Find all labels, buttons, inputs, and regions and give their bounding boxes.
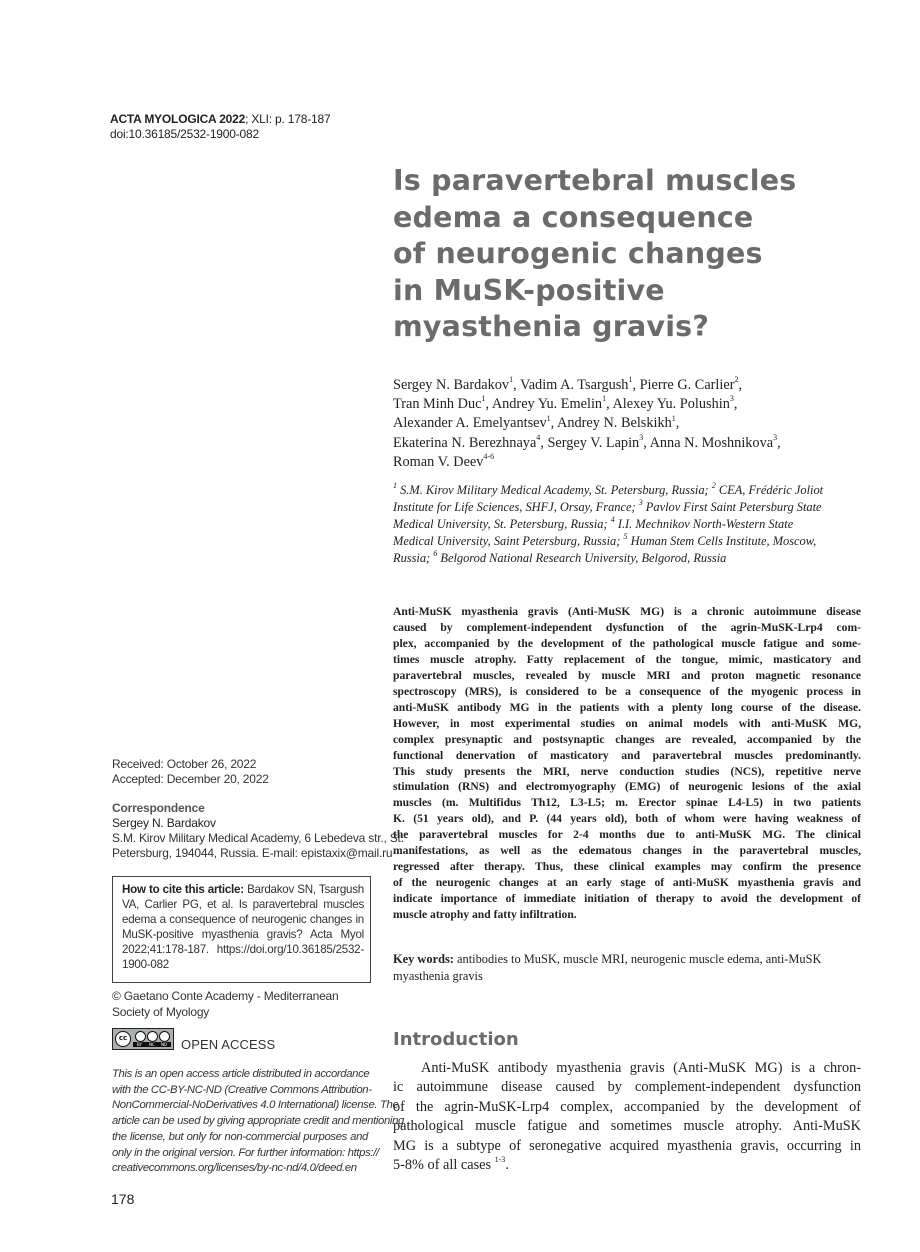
author-line <box>393 395 863 414</box>
title-line: in MuSK-positive <box>393 273 665 307</box>
abstract-line: regressed after therapy. Thus, these clinical examples may confirm the presence <box>393 860 861 874</box>
citation-doi-line[interactable]: 2022;41:178-187. https://doi.org/10.36185/2532- <box>122 943 364 957</box>
author-name: Ekaterina N. Berezhnaya <box>393 434 537 451</box>
correspondence-address <box>112 831 404 861</box>
author-name: Tran Minh Duc <box>393 396 482 413</box>
body-line: pathological muscle fatigue and sometimes muscle atrophy. Anti-MuSK <box>393 1118 861 1135</box>
creative-commons-icon: cc <box>115 1031 131 1047</box>
noncommercial-icon <box>147 1031 158 1042</box>
abstract-line: spectroscopy (MRS), is considered to be a consequence of the myogenic process in <box>393 684 861 698</box>
abstract-line: manifestations, as well as the edematous changes in the paravertebral muscles, <box>393 844 861 858</box>
author-affiliation-ref: 3 <box>729 394 734 404</box>
article-title <box>393 163 833 346</box>
journal-name: ACTA MYOLOGICA 2022 <box>110 112 246 126</box>
affiliation-line <box>393 533 863 550</box>
author-line <box>393 453 863 472</box>
body-line <box>393 1156 861 1175</box>
abstract-line: stimulation (RNS) and electromyography (EMG) of neurogenic lesions of the axial <box>393 780 861 794</box>
abstract-line: muscle atrophy and fatty infiltration. <box>393 908 577 922</box>
affiliation-text: CEA, Frédéric Joliot <box>715 483 824 497</box>
author-separator: , <box>733 396 738 413</box>
title-line: myasthenia gravis? <box>393 310 710 343</box>
introduction-paragraph <box>393 1059 861 1175</box>
title-line: edema a consequence <box>393 200 754 234</box>
license-terms-bar <box>133 1042 171 1047</box>
affiliation-text: S.M. Kirov Military Medical Academy, St. Petersburg, Russia; <box>397 483 712 497</box>
abstract-line: paravertebral muscles, revealed by muscle MRI and proton magnetic resonance <box>393 668 861 682</box>
journal-citation-line <box>110 112 330 127</box>
body-line: Anti-MuSK antibody myasthenia gravis (Anti-MuSK MG) is a chron- <box>421 1060 861 1076</box>
affiliations <box>393 482 863 567</box>
citation-text: Bardakov SN, Tsargush <box>243 883 364 896</box>
abstract-line: This study presents the MRI, nerve conduction studies (NCS), repetitive nerve <box>393 764 861 778</box>
license-line: the license, but only for non-commercial purposes and <box>112 1130 368 1143</box>
abstract-line: times muscle atrophy. Fatty replacement of the tongue, mimic, masticatory and <box>393 652 861 666</box>
abstract-line: the paravertebral muscles for 2-4 months due to anti-MuSK MG. The clinical <box>393 828 861 842</box>
author-separator: , <box>606 396 613 413</box>
citation-box <box>112 876 371 983</box>
address-line[interactable]: Petersburg, 194044, Russia. E-mail: epistaxix@mail.ru <box>112 846 393 860</box>
keywords-label: Key words: <box>393 952 454 966</box>
author-separator: , <box>485 396 492 413</box>
abstract-line: anti-MuSK antibody MG in the patients with a plenty long course of the disease. <box>393 700 861 714</box>
correspondence-name: Sergey N. Bardakov <box>112 816 216 830</box>
author-separator: , <box>777 434 781 451</box>
body-text: 5-8% of all cases <box>393 1157 495 1174</box>
affiliation-text: Medical University, St. Petersburg, Russia; <box>393 517 611 531</box>
author-affiliation-ref: 2 <box>734 375 739 385</box>
reference-citation[interactable]: 1-3 <box>494 1155 506 1165</box>
title-line: of neurogenic changes <box>393 237 763 270</box>
citation-line[interactable]: 1900-082 <box>122 958 169 972</box>
title-line: Is paravertebral muscles <box>393 164 797 197</box>
abstract-line: K. (51 years old), and P. (44 years old), both of whom were having weakness of <box>393 812 861 826</box>
journal-issue: ; XLI: p. 178-187 <box>245 112 331 126</box>
author-affiliation-ref: 1 <box>602 394 607 404</box>
author-separator: , <box>738 377 743 393</box>
author-separator: , <box>550 415 558 432</box>
noderivatives-icon <box>159 1031 170 1042</box>
affiliation-number: 3 <box>638 497 643 507</box>
correspondence <box>112 801 404 861</box>
badge-nd: ND <box>161 1042 168 1047</box>
author-name: Andrey Yu. Emelin <box>491 396 603 413</box>
body-text: . <box>505 1157 509 1174</box>
citation-line: VA, Carlier PG, et al. Is paravertebral muscles <box>122 898 364 912</box>
affiliation-text: Russia; <box>393 551 434 565</box>
abstract-line: plex, accompanied by the development of the pathological muscle fatigue and some- <box>393 636 861 650</box>
author-name: Alexander A. Emelyantsev <box>393 415 547 432</box>
body-line: ic autoimmune disease caused by complement-independent dysfunction <box>393 1079 861 1096</box>
author-name: Andrey N. Belskikh <box>557 415 672 432</box>
body-line: of the agrin-MuSK-Lrp4 complex, accompanied by the development of <box>393 1098 861 1115</box>
author-name: Sergey N. Bardakov <box>393 377 510 393</box>
address-line: S.M. Kirov Military Medical Academy, 6 Lebedeva str., St. <box>112 831 404 845</box>
affiliation-text: Medical University, Saint Petersburg, Russia; <box>393 534 624 548</box>
affiliation-number: 5 <box>623 531 628 541</box>
author-affiliation-ref: 1 <box>546 413 551 423</box>
correspondence-label: Correspondence <box>112 801 205 815</box>
author-name: Roman V. Deev <box>393 453 484 470</box>
license-line: only in the original version. For further information: https:// <box>112 1146 379 1159</box>
author-affiliation-ref: 1 <box>628 375 633 385</box>
badge-nc: NC <box>149 1042 155 1047</box>
journal-doi: doi:10.36185/2532-1900-082 <box>110 127 259 141</box>
author-affiliation-ref: 1 <box>671 413 676 423</box>
abstract-line: of the neurogenic changes at an early stage of anti-MuSK myasthenia gravis and <box>393 876 861 890</box>
affiliation-line <box>393 482 863 499</box>
section-heading-introduction: Introduction <box>393 1029 519 1050</box>
author-line <box>393 414 863 433</box>
license-url[interactable]: creativecommons.org/licenses/by-nc-nd/4.0/deed.en <box>112 1162 357 1175</box>
author-name: Pierre G. Carlier <box>639 377 735 393</box>
license-line: with the CC-BY-NC-ND (Creative Commons Attribution- <box>112 1083 372 1096</box>
citation-line <box>122 882 364 897</box>
keywords <box>393 951 861 985</box>
author-affiliation-ref: 3 <box>639 432 644 442</box>
author-separator: , <box>675 415 680 432</box>
license-text <box>112 1067 404 1177</box>
abstract-line: functional denervation of masticatory and paravertebral muscles predominantly. <box>393 748 861 762</box>
affiliation-text: Institute for Life Sciences, SHFJ, Orsay, France; <box>393 500 639 514</box>
badge-by: BY <box>137 1042 142 1047</box>
author-separator: , <box>643 434 650 451</box>
author-name: Alexey Yu. Polushin <box>612 396 730 413</box>
citation-label: How to cite this article: <box>122 883 244 896</box>
attribution-icon <box>135 1031 146 1042</box>
abstract-line: However, in most experimental studies on animal models with anti-MuSK MG, <box>393 716 861 730</box>
affiliation-line <box>393 550 863 567</box>
journal-header <box>110 112 330 142</box>
affiliation-text: Pavlov First Saint Petersburg State <box>642 500 822 514</box>
citation-line: edema a consequence of neurogenic changes in <box>122 913 364 927</box>
abstract-line: muscles (m. Multifidus Th12, L3-L5; m. Erector spinae L4-L5) in two patients <box>393 796 861 810</box>
received-date: Received: October 26, 2022 <box>112 757 257 771</box>
abstract-line: caused by complement-independent dysfunction of the agrin-MuSK-Lrp4 com- <box>393 620 861 634</box>
abstract-line: complex presynaptic and postsynaptic changes are revealed, accompanied by the <box>393 732 861 746</box>
open-access-label: OPEN ACCESS <box>181 1037 276 1052</box>
author-affiliation-ref: 1 <box>509 375 514 385</box>
author-affiliation-ref: 1 <box>481 394 486 404</box>
author-name: Anna N. Moshnikova <box>649 434 774 451</box>
abstract-line: indicate importance of immediate initiation of therapy to avoid the development of <box>393 892 861 906</box>
author-line <box>393 434 863 453</box>
license-line: article can be used by giving appropriate credit and mentioning <box>112 1115 404 1128</box>
author-name: Sergey V. Lapin <box>547 434 640 451</box>
author-affiliation-ref: 4-6 <box>483 452 495 462</box>
author-separator: , <box>513 377 520 393</box>
author-affiliation-ref: 4 <box>536 432 541 442</box>
abstract-line: Anti-MuSK myasthenia gravis (Anti-MuSK MG) is a chronic autoimmune disease <box>393 605 861 618</box>
author-affiliation-ref: 3 <box>773 432 778 442</box>
affiliation-text: I.I. Mechnikov North-Western State <box>614 517 794 531</box>
author-name: Vadim A. Tsargush <box>519 377 629 393</box>
author-separator: , <box>540 434 548 451</box>
affiliation-number: 6 <box>433 548 438 558</box>
cc-license-badge[interactable] <box>112 1028 174 1050</box>
license-line: This is an open access article distributed in accordance <box>112 1068 370 1080</box>
author-list <box>393 376 863 472</box>
page-number: 178 <box>111 1191 135 1207</box>
author-line <box>393 376 863 395</box>
license-line: NonCommercial-NoDerivatives 4.0 International) license. The <box>112 1099 399 1112</box>
accepted-date: Accepted: December 20, 2022 <box>112 772 269 786</box>
keywords-text: antibodies to MuSK, muscle MRI, neurogenic muscle edema, anti-MuSK myasthenia gravis <box>393 952 822 983</box>
affiliation-number: 1 <box>393 480 397 490</box>
author-separator: , <box>632 377 640 393</box>
body-line: MG is a subtype of seronegative acquired myasthenia gravis, occurring in <box>393 1137 861 1154</box>
affiliation-line <box>393 516 863 533</box>
affiliation-number: 4 <box>610 514 615 524</box>
abstract <box>393 604 861 923</box>
article-dates <box>112 757 269 787</box>
affiliation-text: Human Stem Cells Institute, Moscow, <box>627 534 817 548</box>
affiliation-line <box>393 499 863 516</box>
affiliation-number: 2 <box>711 480 716 490</box>
affiliation-text: Belgorod National Research University, Belgorod, Russia <box>437 551 727 565</box>
citation-line: MuSK-positive myasthenia gravis? Acta Myol <box>122 928 364 942</box>
copyright-notice: © Gaetano Conte Academy - Mediterranean Society of Myology <box>112 989 339 1019</box>
